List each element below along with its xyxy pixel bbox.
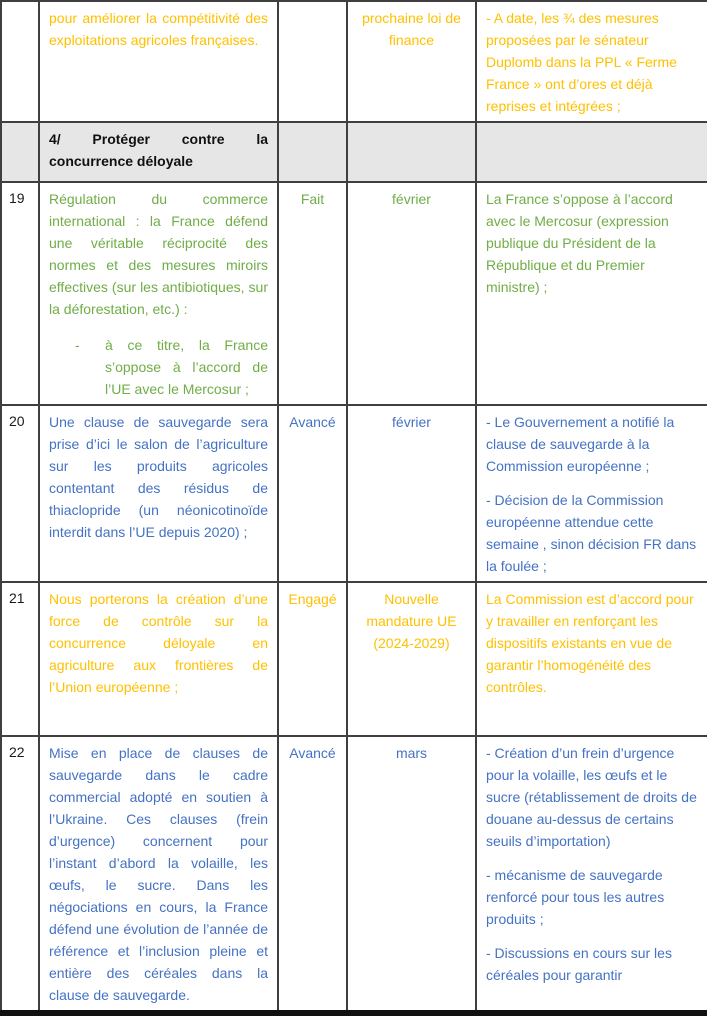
- table-row-22: [1, 736, 707, 1013]
- measure-cell: [39, 405, 278, 582]
- comment-text: - Création d’un frein d’urgence pour la volaille, les œufs et le sucre (rétablissement de droits de douane au-dessus de certains seuils d’importation): [486, 745, 697, 849]
- comment-text: La France s’oppose à l’accord avec le Mercosur (expression publique du Président de la République et du Premier ministre) ;: [486, 191, 673, 295]
- measure-bullet-item: [49, 334, 268, 400]
- comment-cell: [476, 1, 707, 122]
- timeline-cell: [347, 736, 476, 1013]
- measure-cell: [39, 182, 278, 405]
- measure-text: Nous porterons la création d’une force de contrôle sur la concurrence déloyale en agriculture aux frontières de l’Union européenne ;: [49, 591, 268, 695]
- timeline-text: prochaine loi de finance: [362, 10, 461, 48]
- comment-text: - A date, les ¾ des mesures proposées par le sénateur Duplomb dans la PPL « Ferme France » ont d’ores et déjà reprises et intégrées ;: [486, 10, 677, 114]
- row-number-cell: 22: [1, 736, 39, 1013]
- section-header-row: [1, 122, 707, 182]
- status-text: Engagé: [288, 591, 337, 607]
- comment-cell: [476, 736, 707, 1013]
- timeline-cell: [347, 582, 476, 736]
- table-row-20: [1, 405, 707, 582]
- timeline-cell: [347, 405, 476, 582]
- measure-cell: [39, 736, 278, 1013]
- section-title-cell: [39, 122, 278, 182]
- status-text: Avancé: [289, 745, 336, 761]
- measure-text: Une clause de sauvegarde sera prise d’ici le salon de l’agriculture sur les produits agricoles contentant des résidus de thiaclopride (un néonicotinoïde interdit dans l’UE depuis 2020) ;: [49, 414, 268, 540]
- row-number-cell: 19: [1, 182, 39, 405]
- status-text: Fait: [300, 191, 325, 207]
- table-row-19: [1, 182, 707, 405]
- comment-text: - Discussions en cours sur les céréales pour garantir: [486, 945, 672, 983]
- comment-text: La Commission est d’accord pour y travailler en renforçant les dispositifs existants en vue de garantir l’homogénéité des contrôles.: [486, 591, 694, 695]
- timeline-cell: [347, 182, 476, 405]
- row-number-cell: 21: [1, 582, 39, 736]
- status-cell: [278, 405, 347, 582]
- measure-text: Régulation du commerce international : la France défend une véritable réciprocité des normes et des mesures miroirs effectives (sur les antibiotiques, sur la déforestation, etc.) :: [49, 191, 268, 317]
- comment-cell: [476, 405, 707, 582]
- status-cell: [278, 736, 347, 1013]
- measure-cell: [39, 582, 278, 736]
- status-cell: [278, 122, 347, 182]
- bullet-dash: -: [75, 337, 80, 353]
- measure-text: Mise en place de clauses de sauvegarde dans le cadre commercial adopté en soutien à l’Ukraine. Ces clauses (frein d’urgence) concernent pour l’instant d’abord la volaille, les œufs, le sucre. Dans les négociations en cours, la France défend une évolution de l’année de référence et l’inclusion pleine et entière des céréales dans la clause de sauvegarde.: [49, 745, 268, 1003]
- measure-text: pour améliorer la compétitivité des exploitations agricoles françaises.: [49, 10, 268, 48]
- comment-text: - mécanisme de sauvegarde renforcé pour tous les autres produits ;: [486, 867, 665, 927]
- timeline-text: Nouvelle mandature UE (2024-2029): [366, 591, 457, 651]
- status-cell: [278, 582, 347, 736]
- comment-cell: [476, 582, 707, 736]
- status-cell: [278, 1, 347, 122]
- status-text: Avancé: [289, 414, 336, 430]
- timeline-cell: [347, 122, 476, 182]
- timeline-text: février: [392, 414, 431, 430]
- comment-cell: [476, 122, 707, 182]
- timeline-text: mars: [395, 745, 428, 761]
- row-number-cell: 20: [1, 405, 39, 582]
- measure-cell: [39, 1, 278, 122]
- comment-text: - Le Gouvernement a notifié la clause de sauvegarde à la Commission européenne ;: [486, 414, 675, 474]
- comment-text: - Décision de la Commission européenne attendue cette semaine , sinon décision FR dans la foulée ;: [486, 492, 697, 574]
- comment-cell: [476, 182, 707, 405]
- row-number-cell: [1, 122, 39, 182]
- status-cell: [278, 182, 347, 405]
- timeline-cell: [347, 1, 476, 122]
- timeline-text: février: [392, 191, 431, 207]
- table-row-continuation: [1, 1, 707, 122]
- bullet-text: à ce titre, la France s’oppose à l’accord de l’UE avec le Mercosur ;: [105, 337, 268, 397]
- section-title: 4/ Protéger contre la concurrence déloyale: [49, 131, 268, 169]
- row-number-cell: [1, 1, 39, 122]
- table-row-21: [1, 582, 707, 736]
